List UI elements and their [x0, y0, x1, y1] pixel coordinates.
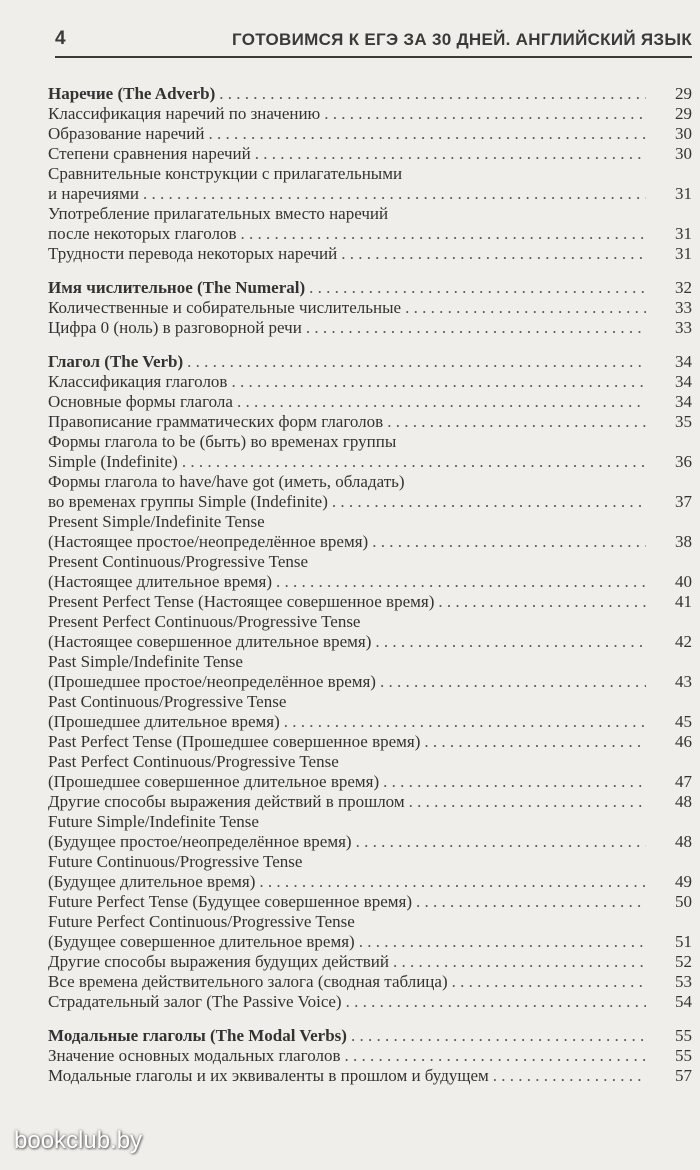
toc-entry-page: 33	[675, 318, 692, 337]
toc-section	[48, 278, 692, 338]
toc-entry	[48, 224, 692, 244]
toc-entry-label: Все времена действительного залога (сводная таблица)	[48, 972, 448, 991]
toc-entry-label: (Настоящее длительное время)	[48, 572, 273, 591]
toc-entry-label: Трудности перевода некоторых наречий	[48, 244, 338, 263]
toc-entry-line: Past Perfect Continuous/Progressive Tense	[48, 752, 339, 771]
toc-entry	[48, 412, 692, 432]
leader-dots	[237, 392, 646, 412]
leader-dots	[359, 932, 646, 952]
toc-entry-label: Правописание грамматических форм глаголов	[48, 412, 384, 431]
section-title-label: Глагол (The Verb)	[48, 352, 184, 371]
section-title	[48, 278, 692, 298]
leader-dots	[306, 318, 646, 338]
toc-entry-label: Степени сравнения наречий	[48, 144, 251, 163]
toc-entry	[48, 572, 692, 592]
toc-entry-label: (Будущее совершенное длительное время)	[48, 932, 355, 951]
toc-entry-line: Present Simple/Indefinite Tense	[48, 512, 265, 531]
section-title-label: Имя числительное (The Numeral)	[48, 278, 306, 297]
toc-entry-page: 48	[675, 792, 692, 811]
leader-dots	[187, 352, 646, 372]
toc-entry	[48, 712, 692, 732]
toc-entry	[48, 972, 692, 992]
watermark: bookclub.by	[14, 1127, 143, 1154]
toc-entry-page: 31	[675, 244, 692, 263]
toc-entry-page: 31	[675, 224, 692, 243]
toc-entry-page: 53	[675, 972, 692, 991]
toc-entry	[48, 892, 692, 912]
page-header	[55, 22, 692, 58]
toc-entry-line: Future Simple/Indefinite Tense	[48, 812, 259, 831]
toc-entry-page: 38	[675, 532, 692, 551]
toc-entry-label: Количественные и собирательные числительные	[48, 298, 402, 317]
toc-entry-page: 41	[675, 592, 692, 611]
leader-dots	[416, 892, 646, 912]
toc-entry	[48, 792, 692, 812]
toc-entry-page: 46	[675, 732, 692, 751]
toc-section	[48, 84, 692, 264]
toc-entry-label: Значение основных модальных глаголов	[48, 1046, 341, 1065]
toc-entry	[48, 392, 692, 412]
toc-entry-page: 40	[675, 572, 692, 591]
toc-entry-label: (Прошедшее совершенное длительное время)	[48, 772, 380, 791]
leader-dots	[182, 452, 646, 472]
toc-entry	[48, 772, 692, 792]
toc-entry-line: Future Continuous/Progressive Tense	[48, 852, 303, 871]
leader-dots	[341, 244, 646, 264]
toc-entry-label: Past Perfect Tense (Прошедшее совершенное время)	[48, 732, 421, 751]
section-title-page: 34	[675, 352, 692, 371]
toc-entry	[48, 1066, 692, 1086]
toc-entry-page: 52	[675, 952, 692, 971]
toc-entry-label: Future Perfect Tense (Будущее совершенное время)	[48, 892, 413, 911]
leader-dots	[356, 832, 646, 852]
toc-entry	[48, 372, 692, 392]
leader-dots	[284, 712, 646, 732]
toc-entry-line: Past Continuous/Progressive Tense	[48, 692, 287, 711]
toc-entry	[48, 532, 692, 552]
toc-entry-line: Past Simple/Indefinite Tense	[48, 652, 243, 671]
toc-entry-label: Present Perfect Tense (Настоящее совершенное время)	[48, 592, 435, 611]
toc-entry	[48, 1046, 692, 1066]
toc-entry-label: во временах группы Simple (Indefinite)	[48, 492, 328, 511]
toc-entry-label: (Настоящее совершенное длительное время)	[48, 632, 372, 651]
toc-entry-line: Употребление прилагательных вместо наречий	[48, 204, 389, 223]
toc-entry-line: Сравнительные конструкции с прилагательными	[48, 164, 403, 183]
leader-dots	[375, 632, 646, 652]
toc-entry	[48, 952, 692, 972]
toc-entry-page: 31	[675, 184, 692, 203]
leader-dots	[241, 224, 646, 244]
toc-entry-label: (Настоящее простое/неопределённое время)	[48, 532, 369, 551]
section-title-page: 29	[675, 84, 692, 103]
toc-entry-page: 51	[675, 932, 692, 951]
leader-dots	[438, 592, 646, 612]
toc-entry	[48, 452, 692, 472]
leader-dots	[380, 672, 646, 692]
toc-entry	[48, 298, 692, 318]
toc-entry-page: 49	[675, 872, 692, 891]
leader-dots	[332, 492, 646, 512]
toc-entry-label: (Будущее длительное время)	[48, 872, 256, 891]
toc-entry	[48, 244, 692, 264]
toc-entry-label: Классификация глаголов	[48, 372, 228, 391]
leader-dots	[255, 144, 646, 164]
toc-entry-label: (Прошедшее простое/неопределённое время)	[48, 672, 376, 691]
leader-dots	[393, 952, 646, 972]
toc-entry-label: Основные формы глагола	[48, 392, 233, 411]
section-title-page: 32	[675, 278, 692, 297]
toc-entry	[48, 732, 692, 752]
toc-entry-line: Формы глагола to be (быть) во временах группы	[48, 432, 397, 451]
leader-dots	[424, 732, 646, 752]
toc-entry-page: 54	[675, 992, 692, 1011]
toc-entry-label: (Прошедшее длительное время)	[48, 712, 280, 731]
leader-dots	[219, 84, 646, 104]
leader-dots	[387, 412, 646, 432]
toc-entry-page: 33	[675, 298, 692, 317]
leader-dots	[409, 792, 646, 812]
section-title	[48, 352, 692, 372]
toc-entry	[48, 992, 692, 1012]
toc-entry-line: Формы глагола to have/have got (иметь, обладать)	[48, 472, 405, 491]
toc-section	[48, 352, 692, 1012]
toc-entry	[48, 318, 692, 338]
toc-entry-page: 36	[675, 452, 692, 471]
toc-entry-page: 34	[675, 392, 692, 411]
leader-dots	[345, 1046, 646, 1066]
toc-entry-label: Другие способы выражения действий в прошлом	[48, 792, 405, 811]
leader-dots	[372, 532, 646, 552]
toc-entry-page: 43	[675, 672, 692, 691]
leader-dots	[452, 972, 646, 992]
leader-dots	[405, 298, 646, 318]
toc-entry-line: Future Perfect Continuous/Progressive Tense	[48, 912, 355, 931]
toc-entry-page: 37	[675, 492, 692, 511]
toc-entry-page: 29	[675, 104, 692, 123]
section-title-page: 55	[675, 1026, 692, 1045]
toc-entry-label: после некоторых глаголов	[48, 224, 237, 243]
running-title: ГОТОВИМСЯ К ЕГЭ ЗА 30 ДНЕЙ. АНГЛИЙСКИЙ ЯЗЫК	[232, 30, 692, 49]
toc-section	[48, 1026, 692, 1086]
toc-entry-page: 30	[675, 124, 692, 143]
toc-entry-label: (Будущее простое/неопределённое время)	[48, 832, 352, 851]
toc-entry	[48, 184, 692, 204]
page-number: 4	[55, 28, 66, 49]
toc-entry-label: Классификация наречий по значению	[48, 104, 321, 123]
toc-entry-page: 55	[675, 1046, 692, 1065]
toc-entry-page: 35	[675, 412, 692, 431]
toc-entry	[48, 592, 692, 612]
toc-entry-page: 47	[675, 772, 692, 791]
toc-entry-label: Модальные глаголы и их эквиваленты в прошлом и будущем	[48, 1066, 489, 1085]
toc-entry-page: 34	[675, 372, 692, 391]
leader-dots	[346, 992, 646, 1012]
toc-entry-page: 42	[675, 632, 692, 651]
leader-dots	[143, 184, 646, 204]
toc-entry	[48, 832, 692, 852]
table-of-contents	[48, 84, 692, 1100]
toc-entry	[48, 104, 692, 124]
leader-dots	[493, 1066, 646, 1086]
leader-dots	[324, 104, 646, 124]
toc-entry	[48, 672, 692, 692]
toc-entry	[48, 632, 692, 652]
toc-entry-label: Simple (Indefinite)	[48, 452, 178, 471]
leader-dots	[383, 772, 646, 792]
toc-entry	[48, 872, 692, 892]
toc-entry-label: Другие способы выражения будущих действий	[48, 952, 390, 971]
toc-entry-label: Цифра 0 (ноль) в разговорной речи	[48, 318, 302, 337]
toc-entry-label: и наречиями	[48, 184, 139, 203]
section-title-label: Наречие (The Adverb)	[48, 84, 216, 103]
toc-entry	[48, 124, 692, 144]
leader-dots	[208, 124, 646, 144]
leader-dots	[351, 1026, 646, 1046]
leader-dots	[259, 872, 646, 892]
toc-entry-label: Образование наречий	[48, 124, 205, 143]
toc-entry-label: Страдательный залог (The Passive Voice)	[48, 992, 342, 1011]
toc-entry-page: 30	[675, 144, 692, 163]
toc-entry	[48, 144, 692, 164]
toc-entry-page: 48	[675, 832, 692, 851]
toc-entry-page: 57	[675, 1066, 692, 1085]
leader-dots	[231, 372, 646, 392]
section-title	[48, 1026, 692, 1046]
toc-entry-page: 50	[675, 892, 692, 911]
toc-entry-line: Present Perfect Continuous/Progressive Tense	[48, 612, 361, 631]
section-title-label: Модальные глаголы (The Modal Verbs)	[48, 1026, 347, 1045]
toc-entry	[48, 932, 692, 952]
toc-entry	[48, 492, 692, 512]
toc-entry-page: 45	[675, 712, 692, 731]
leader-dots	[276, 572, 646, 592]
section-title	[48, 84, 692, 104]
leader-dots	[309, 278, 646, 298]
toc-entry-line: Present Continuous/Progressive Tense	[48, 552, 309, 571]
